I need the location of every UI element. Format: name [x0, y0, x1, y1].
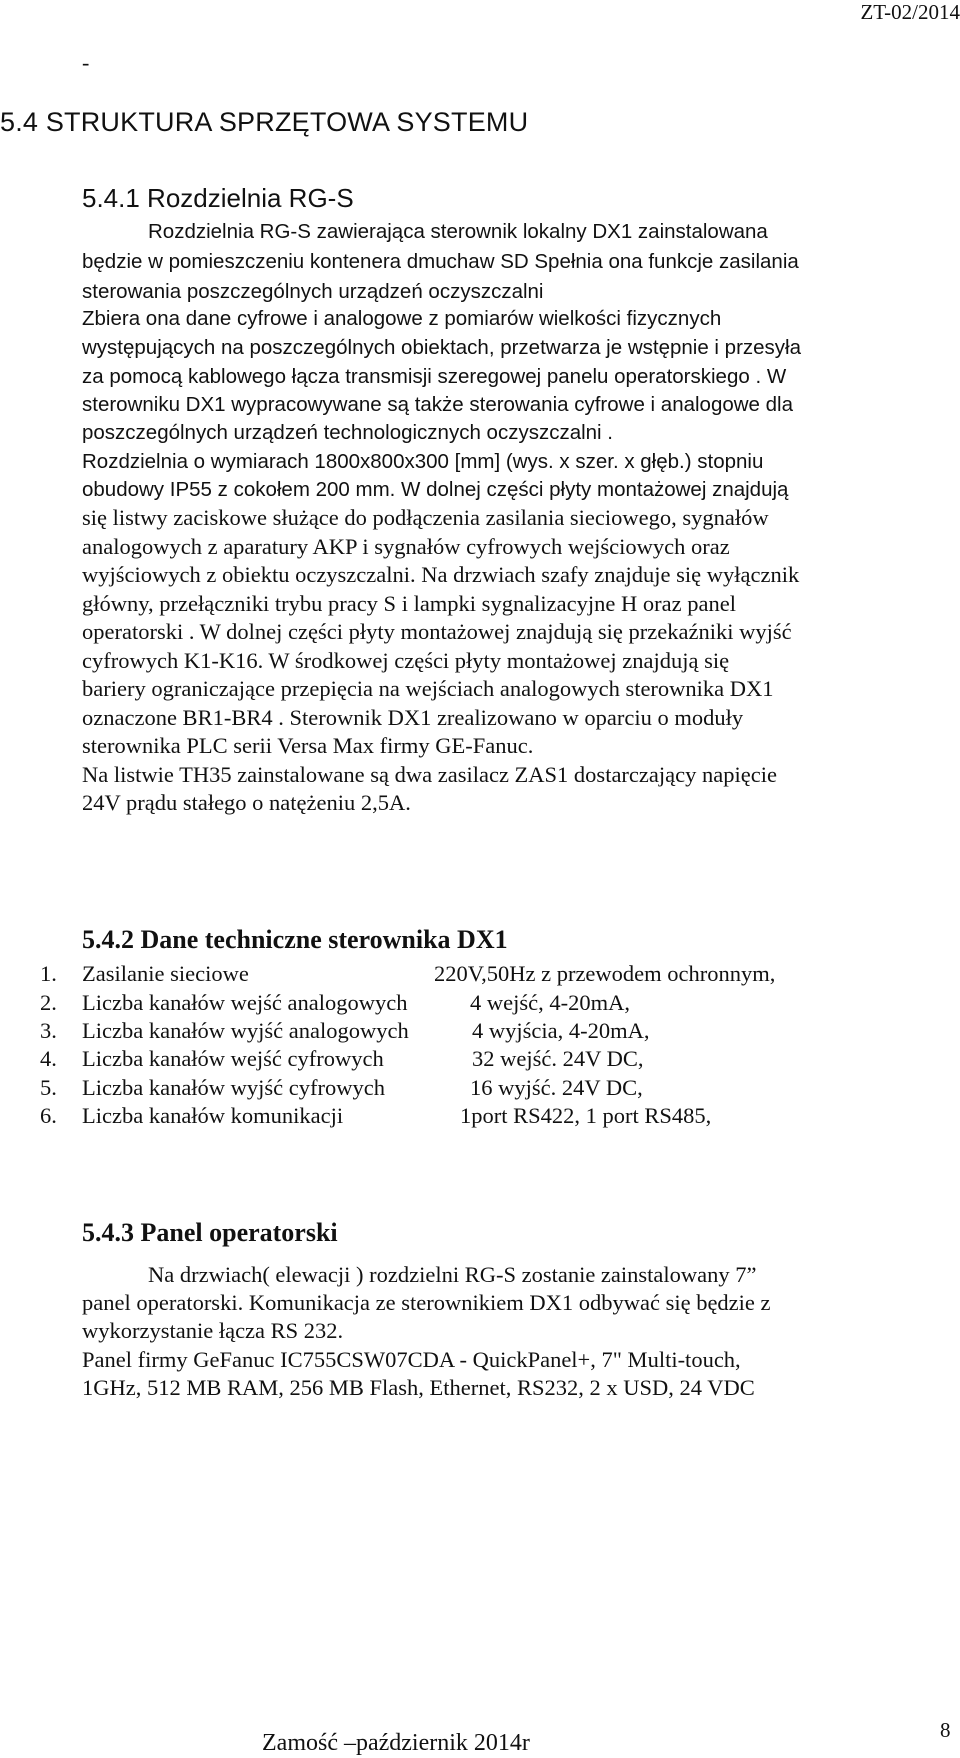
subsection-title-dane-techniczne: 5.4.2 Dane techniczne sterownika DX1: [82, 925, 508, 954]
document-id: ZT-02/2014: [860, 0, 960, 24]
paragraph-line: Na drzwiach( elewacji ) rozdzielni RG-S zostanie zainstalowany 7”: [148, 1262, 757, 1287]
paragraph-line: cyfrowych K1-K16. W środkowej części płyty montażowej znajdują się: [82, 648, 730, 673]
paragraph-line: wykorzystanie łącza RS 232.: [82, 1318, 344, 1343]
spec-item-number: 3.: [40, 1018, 57, 1043]
paragraph-line: poszczególnych urządzeń technologicznych oczyszczalni .: [82, 421, 613, 444]
spec-item-label: Zasilanie sieciowe: [82, 961, 249, 986]
spec-item-label: Liczba kanałów wyjść cyfrowych: [82, 1075, 386, 1100]
footer-text: Zamość –październik 2014r: [262, 1730, 530, 1756]
spec-item-number: 2.: [40, 990, 57, 1015]
paragraph-line: za pomocą kablowego łącza transmisji szeregowej panelu operatorskiego . W: [82, 365, 787, 388]
paragraph-line: Na listwie TH35 zainstalowane są dwa zasilacz ZAS1 dostarczający napięcie: [82, 762, 777, 787]
spec-item-value: 4 wyjścia, 4-20mA,: [472, 1018, 650, 1043]
spec-item-label: Liczba kanałów komunikacji: [82, 1103, 344, 1128]
section-title: 5.4 STRUKTURA SPRZĘTOWA SYSTEMU: [0, 107, 529, 137]
paragraph-line: wyjściowych z obiektu oczyszczalni. Na drzwiach szafy znajduje się wyłącznik: [82, 562, 800, 587]
paragraph-line: będzie w pomieszczeniu kontenera dmuchaw SD Spełnia ona funkcje zasilania: [82, 250, 799, 273]
paragraph-line: 24V prądu stałego o natężeniu 2,5A.: [82, 790, 411, 815]
paragraph-line: Panel firmy GeFanuc IC755CSW07CDA - QuickPanel+, 7" Multi-touch,: [82, 1347, 741, 1372]
paragraph-line: operatorski . W dolnej części płyty montażowej znajdują się przekaźniki wyjść: [82, 619, 792, 644]
paragraph-line: sterowniku DX1 wypracowywane są także sterowania cyfrowe i analogowe dla: [82, 393, 794, 416]
paragraph-line: panel operatorski. Komunikacja ze sterownikiem DX1 odbywać się będzie z: [82, 1290, 771, 1315]
spec-item-number: 5.: [40, 1075, 57, 1100]
paragraph-line: oznaczone BR1-BR4 . Sterownik DX1 zrealizowano w oparciu o moduły: [82, 705, 744, 730]
paragraph-line: 1GHz, 512 MB RAM, 256 MB Flash, Ethernet, RS232, 2 x USD, 24 VDC: [82, 1375, 755, 1400]
paragraph-line: sterownika PLC serii Versa Max firmy GE-Fanuc.: [82, 733, 534, 758]
subsection-title-panel-operatorski: 5.4.3 Panel operatorski: [82, 1218, 338, 1247]
paragraph-line: główny, przełączniki trybu pracy S i lampki sygnalizacyjne H oraz panel: [82, 591, 736, 616]
spec-item-number: 1.: [40, 961, 57, 986]
spec-item-value: 220V,50Hz z przewodem ochronnym,: [434, 961, 776, 986]
spec-item-number: 4.: [40, 1046, 57, 1071]
spec-item-label: Liczba kanałów wejść cyfrowych: [82, 1046, 384, 1071]
stray-dash: -: [82, 50, 90, 75]
page-number: 8: [940, 1718, 951, 1742]
paragraph-line: się listwy zaciskowe służące do podłączenia zasilania sieciowego, sygnałów: [82, 505, 769, 530]
paragraph-line: analogowych z aparatury AKP i sygnałów cyfrowych wejściowych oraz: [82, 534, 730, 559]
paragraph-line: występujących na poszczególnych obiektach, przetwarza je wstępnie i przesyła: [82, 336, 802, 359]
paragraph-line: Rozdzielnia RG-S zawierająca sterownik lokalny DX1 zainstalowana: [148, 220, 768, 243]
spec-item-value: 16 wyjść. 24V DC,: [470, 1075, 643, 1100]
paragraph-line: bariery ograniczające przepięcia na wejściach analogowych sterownika DX1: [82, 676, 774, 701]
paragraph-line: sterowania poszczególnych urządzeń oczyszczalni: [82, 280, 544, 303]
spec-item-value: 4 wejść, 4-20mA,: [470, 990, 630, 1015]
spec-item-number: 6.: [40, 1103, 57, 1128]
paragraph-line: obudowy IP55 z cokołem 200 mm. W dolnej części płyty montażowej znajdują: [82, 478, 789, 501]
spec-item-label: Liczba kanałów wejść analogowych: [82, 990, 408, 1015]
paragraph-line: Zbiera ona dane cyfrowe i analogowe z pomiarów wielkości fizycznych: [82, 307, 722, 330]
paragraph-line: Rozdzielnia o wymiarach 1800x800x300 [mm] (wys. x szer. x głęb.) stopniu: [82, 450, 764, 473]
subsection-title-rozdzielnia: 5.4.1 Rozdzielnia RG-S: [82, 183, 354, 213]
spec-item-value: 1port RS422, 1 port RS485,: [460, 1103, 712, 1128]
spec-item-value: 32 wejść. 24V DC,: [472, 1046, 644, 1071]
spec-item-label: Liczba kanałów wyjść analogowych: [82, 1018, 409, 1043]
